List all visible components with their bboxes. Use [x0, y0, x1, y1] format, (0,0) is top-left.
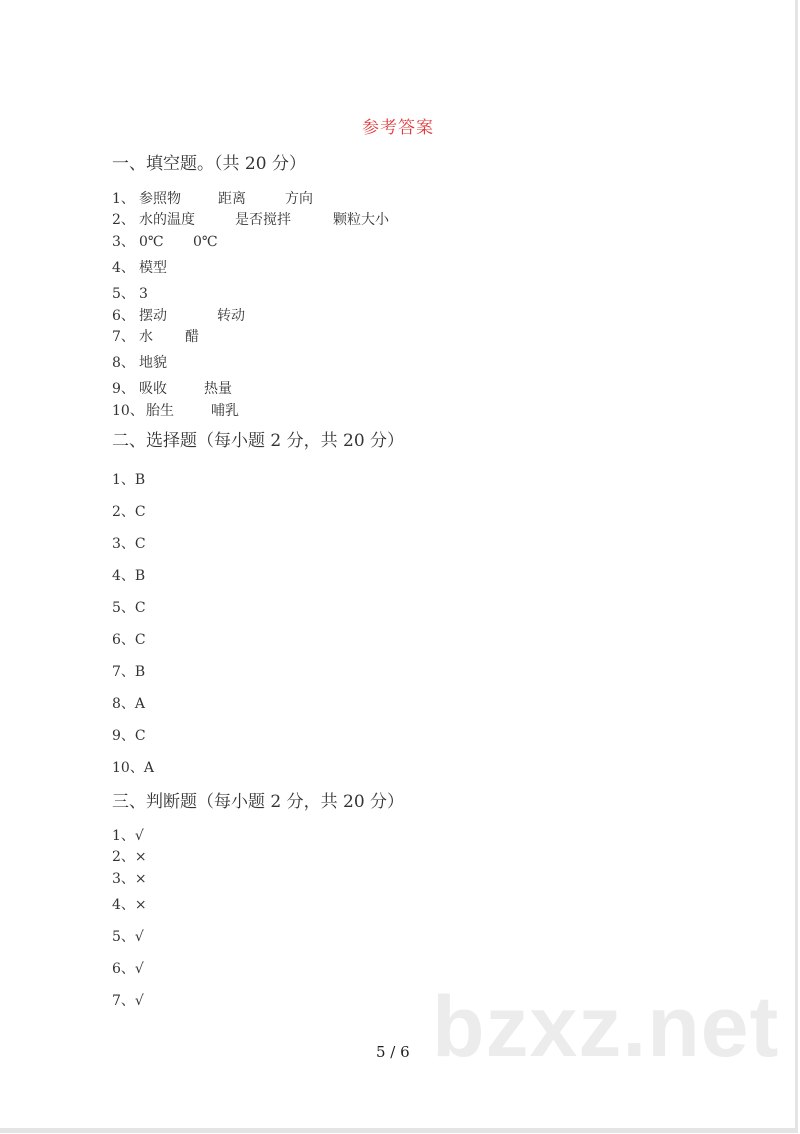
- answer: 0℃: [193, 234, 218, 250]
- list-item: 5、√: [112, 929, 144, 945]
- section-header-fill-blank: 一、填空题。（共 20 分）: [112, 154, 306, 174]
- watermark: bzxz.net: [432, 979, 780, 1075]
- list-item: 1、B: [112, 472, 146, 488]
- item-number: 4、: [112, 260, 135, 276]
- list-item: 2、C: [112, 504, 146, 520]
- item-number: 1、: [112, 191, 135, 207]
- list-item: [112, 260, 167, 276]
- item-number: 8、: [112, 355, 135, 371]
- list-item: 6、√: [112, 961, 144, 977]
- list-item: [112, 308, 245, 324]
- list-item: 9、C: [112, 728, 146, 744]
- list-item: 6、C: [112, 632, 146, 648]
- answer: 哺乳: [211, 403, 239, 419]
- item-number: 7、: [112, 329, 135, 345]
- answer: 地貌: [139, 355, 167, 371]
- answer: 参照物: [139, 191, 181, 207]
- item-number: 6、: [112, 308, 135, 324]
- list-item: [112, 212, 389, 228]
- list-item: [112, 381, 232, 397]
- answer: 是否搅拌: [235, 212, 291, 228]
- list-item: [112, 286, 148, 302]
- answer: 摆动: [139, 308, 167, 324]
- list-item: [112, 329, 199, 345]
- item-number: 3、: [112, 234, 135, 250]
- section-header-true-false: 三、判断题（每小题 2 分，共 20 分）: [112, 792, 405, 812]
- answer: 模型: [139, 260, 167, 276]
- list-item: 3、×: [112, 871, 147, 887]
- answer: 胎生: [146, 403, 174, 419]
- page-number: 5 / 6: [376, 1043, 410, 1061]
- list-item: 8、A: [112, 696, 146, 712]
- list-item: [112, 403, 239, 419]
- list-item: 2、×: [112, 849, 147, 865]
- page-title: 参考答案: [362, 118, 434, 138]
- answer: 3: [139, 286, 148, 302]
- list-item: [112, 191, 313, 207]
- list-item: 5、C: [112, 600, 146, 616]
- answer: 0℃: [139, 234, 164, 250]
- answer: 颗粒大小: [333, 212, 389, 228]
- item-number: 5、: [112, 286, 135, 302]
- section-header-multiple-choice: 二、选择题（每小题 2 分，共 20 分）: [112, 431, 405, 451]
- list-item: 7、√: [112, 993, 144, 1009]
- list-item: 7、B: [112, 664, 146, 680]
- answer: 方向: [285, 191, 313, 207]
- list-item: 3、C: [112, 536, 146, 552]
- item-number: 9、: [112, 381, 135, 397]
- answer: 水的温度: [139, 212, 195, 228]
- answer: 醋: [185, 329, 199, 345]
- answer: 吸收: [139, 381, 167, 397]
- list-item: 4、×: [112, 897, 147, 913]
- answer: 热量: [204, 381, 232, 397]
- list-item: 10、A: [112, 760, 154, 776]
- answer: 水: [139, 329, 153, 345]
- answer: 转动: [217, 308, 245, 324]
- list-item: [112, 355, 167, 371]
- item-number: 10、: [112, 403, 144, 419]
- list-item: 1、√: [112, 828, 144, 844]
- item-number: 2、: [112, 212, 135, 228]
- list-item: 4、B: [112, 568, 146, 584]
- list-item: [112, 234, 218, 250]
- answer: 距离: [218, 191, 246, 207]
